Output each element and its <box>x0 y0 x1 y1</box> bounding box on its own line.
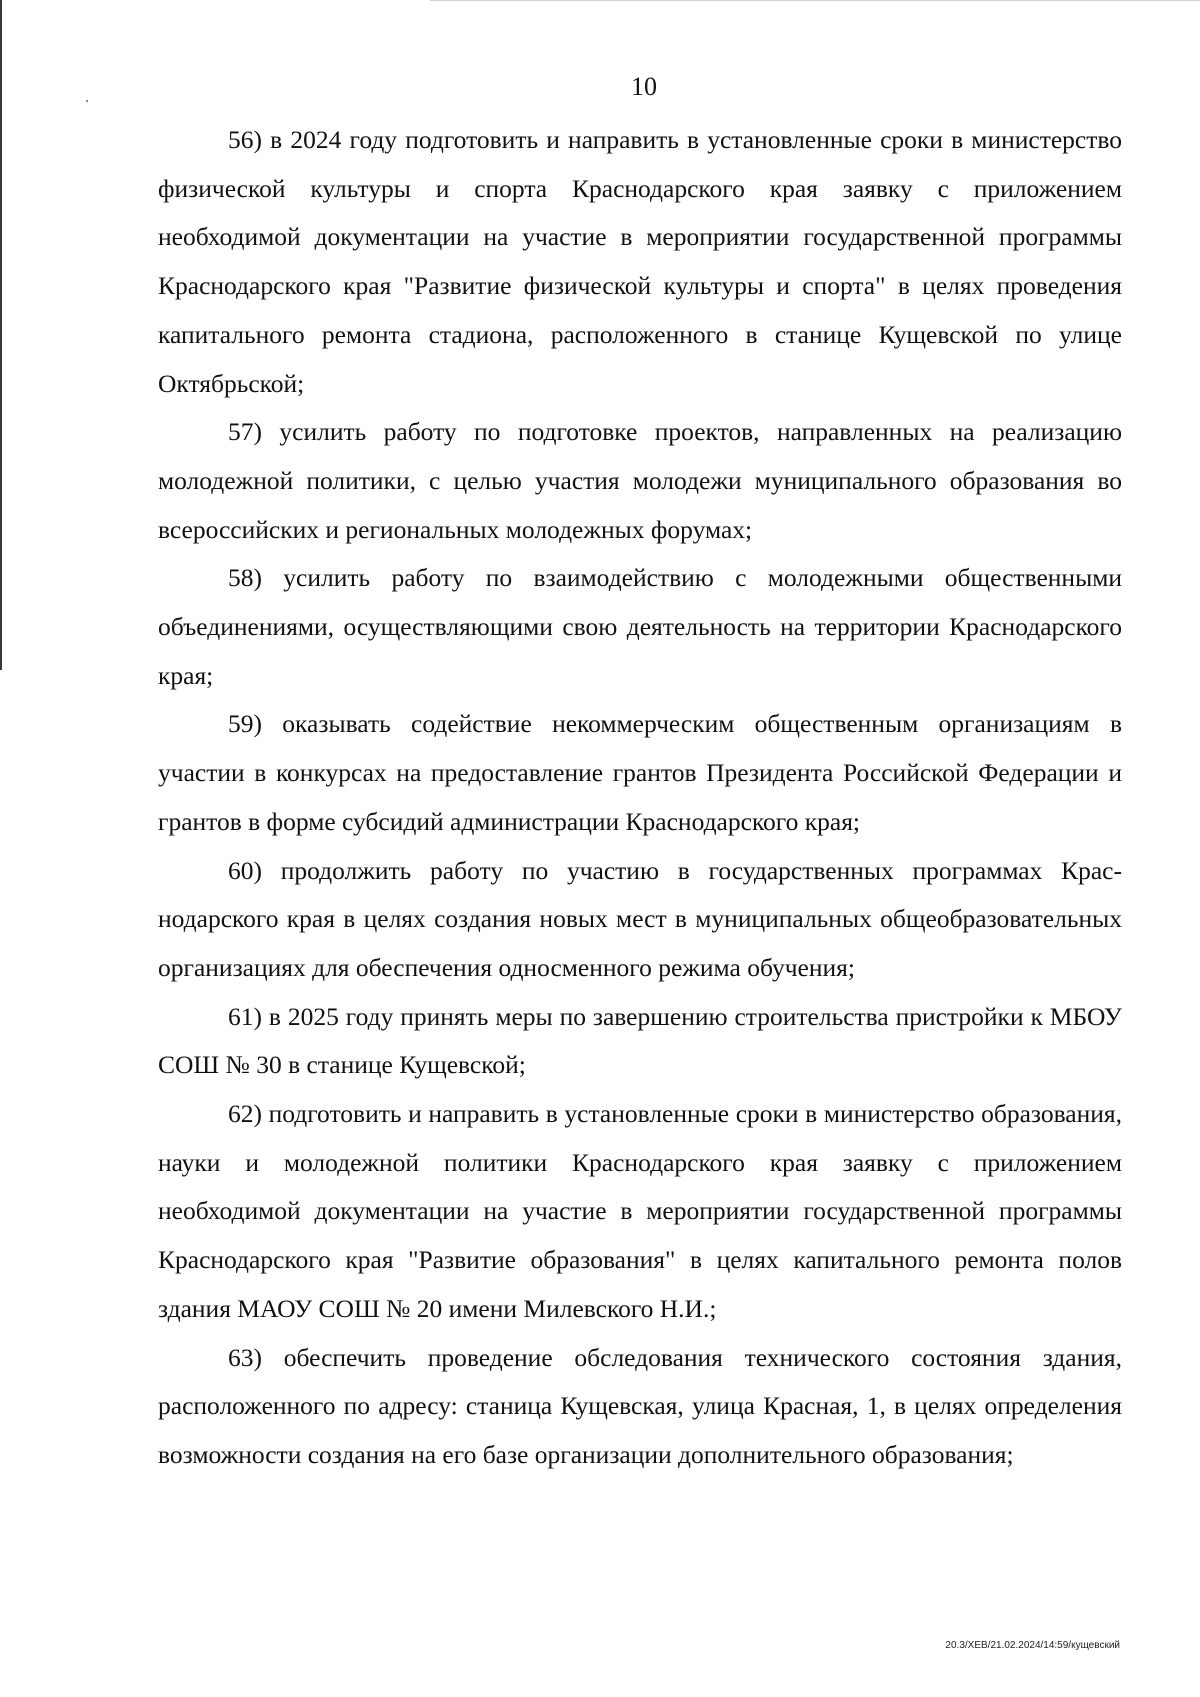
paragraph-58: 58) усилить работу по взаимодействию с молодежными общественными объединениями, осуществляющими свою деятельность на территории Краснодарского края; <box>158 563 1122 690</box>
paragraph-61: 61) в 2025 году принять меры по завершению строительства пристройки к МБОУ СОШ № 30 в станице Кущевской; <box>158 1001 1122 1080</box>
paragraph-62: 62) подготовить и направить в установленные сроки в министерство образования, науки и молодежной политики Краснодарского края заявку с приложением необходимой документации на участие в мероприятии государственной программы Краснодарского края "Развитие образования" в целях капитального ремонта полов здания МАОУ СОШ № 20 имени Милевского Н.И.; <box>158 1099 1122 1323</box>
paragraph-60: 60) продолжить работу по участию в государственных программах Краснодарского края в целях создания новых мест в муниципальных общеобразовательных организациях для обеспечения односменного режима обучения; <box>158 855 1122 982</box>
paragraph-57: 57) усилить работу по подготовке проектов, направленных на реализацию молодежной политики, с целью участия молодежи муниципального образования во всероссийских и региональных молодежных форумах; <box>158 417 1122 544</box>
document-body <box>158 116 1122 1480</box>
page-number: 10 <box>631 72 657 101</box>
paragraph-63: 63) обеспечить проведение обследования технического состояния здания, расположенного по адресу: станица Кущевская, улица Красная, 1, в целях определения возможности создания на его базе организации дополнительного образования; <box>158 1342 1122 1469</box>
scan-edge-top <box>430 0 1200 1</box>
paragraph-59: 59) оказывать содействие некоммерческим общественным организациям в участии в конкурсах на предоставление грантов Президента Российской Федерации и грантов в форме субсидий администрации Краснодарского края; <box>158 709 1122 836</box>
document-registration-code: 20.3/ХЕВ/21.02.2024/14:59/кущевский <box>945 1640 1120 1651</box>
paragraph-56: 56) в 2024 году подготовить и направить в установленные сроки в министерство физической культуры и спорта Краснодарского края заявку с приложением необходимой документации на участие в мероприятии государственной программы Краснодарского края "Развитие физической культуры и спорта" в целях проведения капитального ремонта стадиона, расположенного в станице Кущевской по улице Октябрьской; <box>158 125 1122 398</box>
